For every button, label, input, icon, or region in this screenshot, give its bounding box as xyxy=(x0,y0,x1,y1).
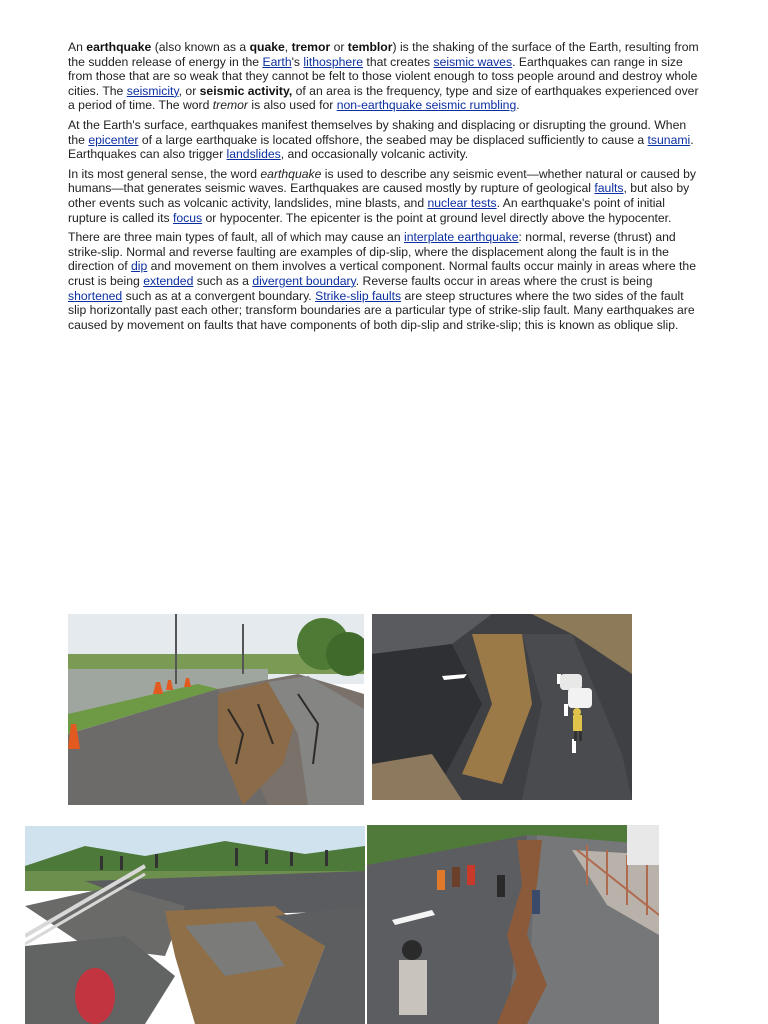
text-run: There are three main types of fault, all of which may cause an xyxy=(68,230,405,245)
link-dip[interactable]: dip xyxy=(131,259,148,274)
link-focus[interactable]: focus xyxy=(173,210,203,225)
italic-term: earthquake xyxy=(260,166,322,181)
text-run: 's xyxy=(291,54,304,69)
text-run: that creates xyxy=(363,54,434,69)
text-run: : normal, reverse (thrust) and strike-slip. Normal and reverse faulting are examples of dip-slip, where the displacement along the fault is in the direction of xyxy=(68,230,676,274)
text-run: (also known as a xyxy=(151,40,250,54)
text-run: , or xyxy=(178,83,200,98)
bold-term: quake xyxy=(249,40,285,54)
text-run: ) is the shaking of the surface of the Earth, resulting from the sudden release of energy in the xyxy=(68,40,699,69)
link-extended[interactable]: extended xyxy=(143,273,194,288)
text-run: , and occasionally volcanic activity. xyxy=(280,147,469,162)
link-epicenter[interactable]: epicenter xyxy=(88,132,139,147)
link-divergent-boundary[interactable]: divergent boundary xyxy=(252,273,356,288)
bold-term: tremor xyxy=(291,40,331,54)
link-earth[interactable]: Earth xyxy=(262,54,292,69)
text-run: An xyxy=(68,40,87,54)
link-seismicity[interactable]: seismicity xyxy=(126,83,179,98)
text-run: of an area is the frequency, type and size of earthquakes experienced over a period of time. The word xyxy=(68,83,699,113)
link-strike-slip-faults[interactable]: Strike-slip faults xyxy=(315,288,402,303)
text-run: , but also by other events such as volcanic activity, landslides, mine blasts, and xyxy=(68,181,690,210)
text-run: such as at a convergent boundary. xyxy=(122,288,316,303)
link-non-earthquake-seismic-rumbling[interactable]: non-earthquake seismic rumbling xyxy=(336,98,517,113)
text-run: of a large earthquake is located offshore, the seabed may be displaced sufficiently to cause a xyxy=(138,132,648,147)
text-run: At the Earth's surface, earthquakes manifest themselves by shaking and displacing or disrupting the ground. When the xyxy=(68,117,687,147)
photo-collapsed-road-with-people xyxy=(25,826,365,1024)
bold-term: earthquake xyxy=(86,40,152,54)
text-run: , xyxy=(284,40,292,54)
article-body xyxy=(68,40,700,337)
paragraph-surface-effects xyxy=(68,118,700,162)
text-run: . xyxy=(516,98,520,113)
link-seismic-waves[interactable]: seismic waves xyxy=(433,54,513,69)
paragraph-fault-types xyxy=(68,230,700,332)
link-lithosphere[interactable]: lithosphere xyxy=(303,54,364,69)
text-run: or xyxy=(330,40,348,54)
link-faults[interactable]: faults xyxy=(594,181,624,196)
link-interplate-earthquake[interactable]: interplate earthquake xyxy=(404,230,519,245)
text-run: In its most general sense, the word xyxy=(68,166,261,181)
text-run: . Earthquakes can also trigger xyxy=(68,132,694,162)
text-run: is used to describe any seismic event—whether natural or caused by humans—that generates seismic waves. Earthquakes are caused mostly by rupture of geological xyxy=(68,166,697,196)
link-shortened[interactable]: shortened xyxy=(68,288,123,303)
text-run: and movement on them involves a vertical component. Normal faults occur mainly in areas where the crust is being xyxy=(68,259,696,288)
text-run: . Earthquakes can range in size from those that are so weak that they cannot be felt to those violent enough to toss people around and destroy whole cities. The xyxy=(68,54,698,98)
italic-term: tremor xyxy=(212,98,248,113)
text-run: such as a xyxy=(193,273,253,288)
photo-fissure-road-with-people xyxy=(367,825,659,1024)
text-run: . An earthquake's point of initial rupture is called its xyxy=(68,195,665,225)
paragraph-general-sense xyxy=(68,167,700,225)
photo-split-highway-with-cars xyxy=(372,614,632,800)
text-run: or hypocenter. The epicenter is the point at ground level directly above the hypocenter. xyxy=(202,210,672,225)
link-tsunami[interactable]: tsunami xyxy=(647,132,691,147)
bold-term: temblor xyxy=(347,40,393,54)
paragraph-intro xyxy=(68,40,700,113)
bold-term: seismic activity, xyxy=(199,83,293,98)
text-run: . Reverse faults occur in areas where the crust is being xyxy=(355,273,653,288)
link-landslides[interactable]: landslides xyxy=(226,147,281,162)
link-nuclear-tests[interactable]: nuclear tests xyxy=(427,195,497,210)
text-run: are steep structures where the two sides of the fault slip horizontally past each other; transform boundaries are a particular type of strike-slip fault. Many earthquakes are caused by movement on faults that have components of both dip-slip and strike-slip; this is known as oblique slip. xyxy=(68,288,695,332)
text-run: is also used for xyxy=(247,98,337,113)
photo-cracked-road-by-lake xyxy=(68,614,364,805)
